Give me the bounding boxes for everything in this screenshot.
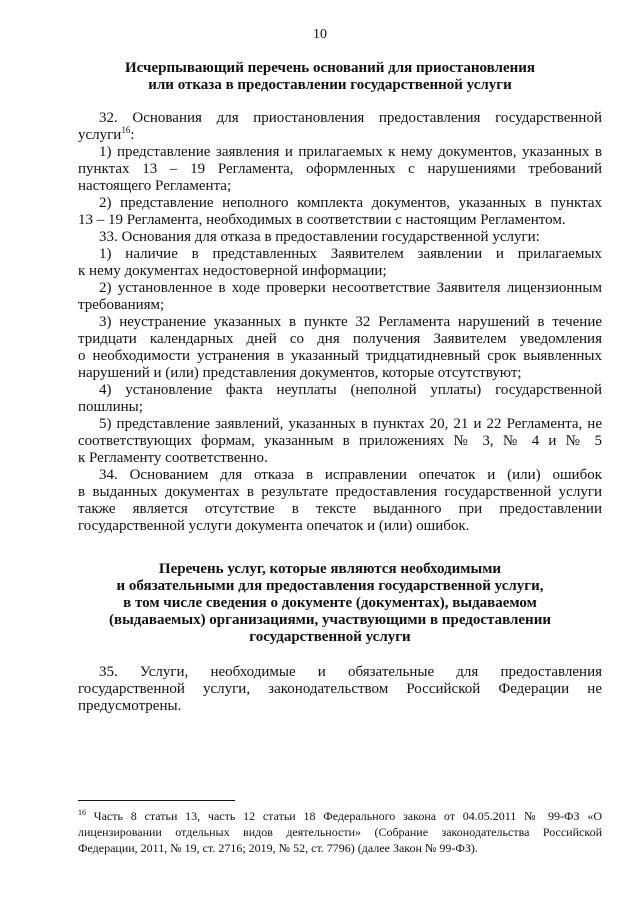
heading-line: или отказа в предоставлении государственной услуги xyxy=(148,77,512,93)
footnote-line: $^{16}$ Часть 8 статьи 13, часть 12 статьи 18 Федерального закона от 04.05.2011 № 99-ФЗ «О xyxy=(78,808,602,823)
text-line: 5) представление заявлений, указанных в пунктах 20, 21 и 22 Регламента, не xyxy=(99,416,602,432)
text-line: государственной услуги документа опечаток и (или) ошибок. xyxy=(78,518,470,534)
heading-line: государственной услуги xyxy=(249,629,411,645)
heading-line: (выдаваемых) организациями, участвующими в предоставлении xyxy=(108,612,551,628)
text-line: 34. Основанием для отказа в исправлении опечаток и (или) ошибок xyxy=(99,467,602,483)
text-line: 35. Услуги, необходимые и обязательные для предоставления xyxy=(99,664,602,680)
text-line: 33. Основания для отказа в предоставлении государственной услуги: xyxy=(99,229,540,245)
text-line: 2) представление неполного комплекта документов, указанных в пунктах xyxy=(99,195,602,211)
section-body-clauses-32-34 xyxy=(78,110,602,535)
text-line: соответствующих формам, указанным в приложениях № 3, № 4 и № 5 xyxy=(78,433,602,449)
text-line: услуги$^{16}$: xyxy=(78,125,135,143)
footnote-ref: 16 xyxy=(121,125,131,135)
text-line: настоящего Регламента; xyxy=(78,178,232,194)
text-line: нарушений и (или) представления документов, которые отсутствуют; xyxy=(78,365,522,381)
text-line: 3) неустранение указанных в пункте 32 Регламента нарушений в течение xyxy=(99,314,602,330)
text-line: также является отсутствие в тексте выданного при предоставлении xyxy=(78,501,602,517)
text-line: пошлины; xyxy=(78,399,143,415)
footnote-divider xyxy=(78,800,235,801)
section-body-clause-35 xyxy=(78,664,602,715)
heading-line: Исчерпывающий перечень оснований для приостановления xyxy=(124,60,536,76)
text-line: тридцати календарных дней со дня получения Заявителем уведомления xyxy=(78,331,602,347)
page-number: 10 xyxy=(313,27,327,42)
footnote-marker: 16 xyxy=(78,808,86,817)
text-line: пунктах 13 – 19 Регламента, оформленных с нарушениями требований xyxy=(78,161,602,177)
heading-line: в том числе сведения о документе (документах), выдаваемом xyxy=(123,595,537,611)
text-line: 1) представление заявления и прилагаемых к нему документов, указанных в xyxy=(99,144,602,160)
text-line: о необходимости устранения в указанный тридцатидневный срок выявленных xyxy=(78,348,602,364)
text-line: 2) установленное в ходе проверки несоответствие Заявителя лицензионным xyxy=(99,280,602,296)
text-line: требованиям; xyxy=(78,297,165,313)
text-line: 1) наличие в представленных Заявителем заявлении и прилагаемых xyxy=(99,246,602,262)
text-line: в выданных документах в результате предоставления государственной услуги xyxy=(78,484,602,500)
text-line: 4) установление факта неуплаты (неполной уплаты) государственной xyxy=(99,382,602,398)
text-line: государственной услуги, законодательством Российской Федерации не xyxy=(78,681,602,697)
text-line: к нему документах недостоверной информации; xyxy=(78,263,387,279)
text-line: предусмотрены. xyxy=(78,698,182,714)
text-line: к Регламенту соответственно. xyxy=(78,450,268,466)
text-line: 32. Основания для приостановления предоставления государственной xyxy=(99,110,602,126)
text-line: 13 – 19 Регламента, необходимых в соответствии с настоящим Регламентом. xyxy=(78,212,566,228)
heading-line: и обязательными для предоставления государственной услуги, xyxy=(116,578,544,594)
section-heading-required-services xyxy=(60,560,600,645)
heading-line: Перечень услуг, которые являются необходимыми xyxy=(158,561,502,577)
footnote xyxy=(78,808,602,856)
footnote-line: Федерации, 2011, № 19, ст. 2716; 2019, № 52, ст. 7796) (далее Закон № 99-ФЗ). xyxy=(78,841,478,855)
footnote-line: лицензировании отдельных видов деятельности» (Собрание законодательства Российской xyxy=(78,825,602,839)
section-heading-suspension-grounds xyxy=(60,59,600,93)
